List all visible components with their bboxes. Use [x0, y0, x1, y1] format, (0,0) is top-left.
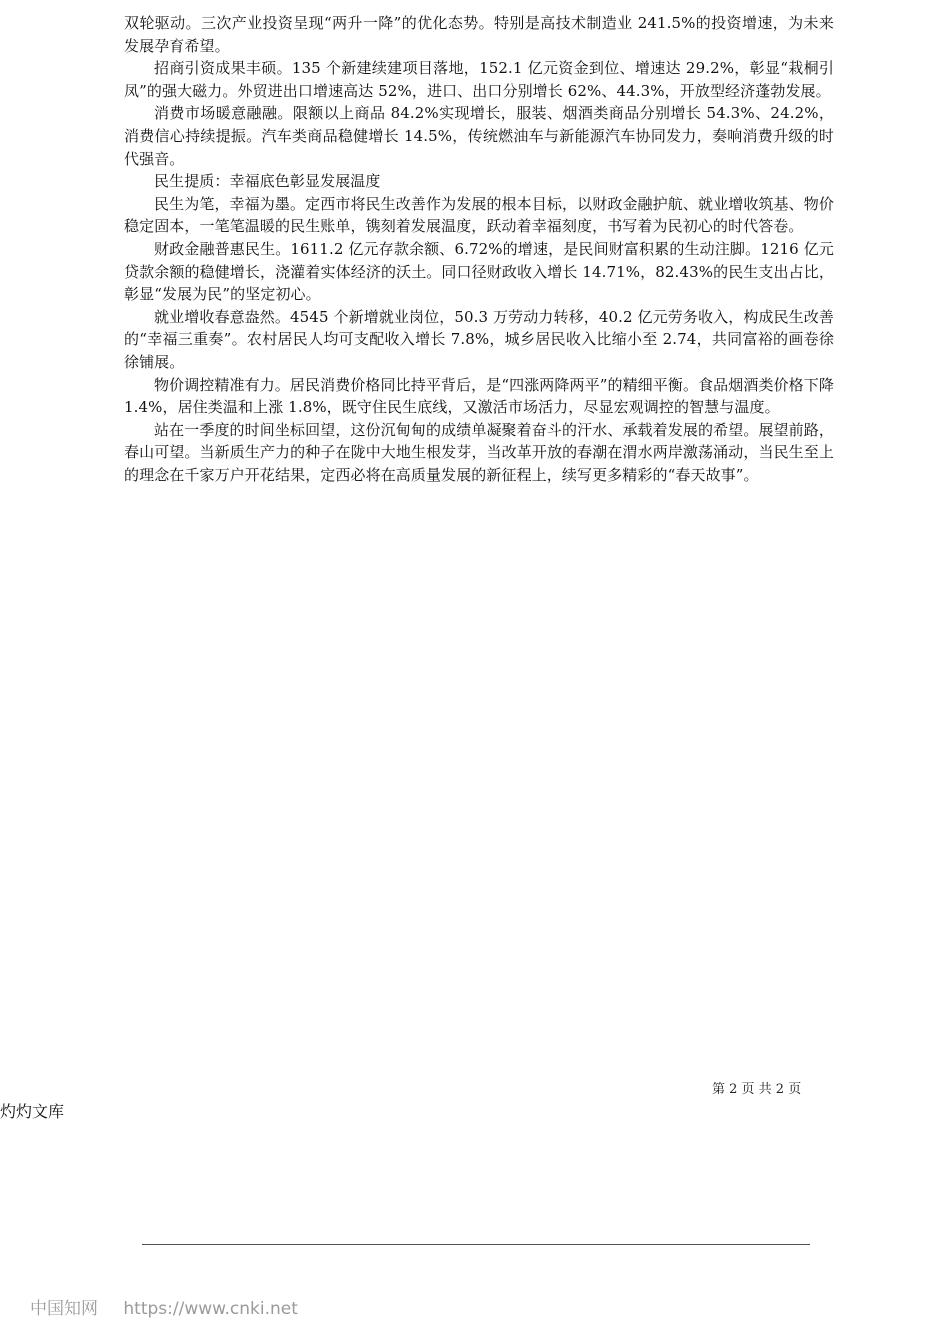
watermark-text: 灼灼文库 [0, 1102, 65, 1121]
paragraph: 站在一季度的时间坐标回望，这份沉甸甸的成绩单凝聚着奋斗的汗水、承载着发展的希望。展望前路，春山可望。当新质生产力的种子在陇中大地生根发芽，当改革开放的春潮在渭水两岸激荡涌动，当民生至上的理念在千家万户开花结果，定西必将在高质量发展的新征程上，续写更多精彩的“春天故事”。 [124, 420, 834, 484]
paragraph: 消费市场暖意融融。限额以上商品 84.2%实现增长，服装、烟酒类商品分别增长 54.3%、24.2%，消费信心持续提振。汽车类商品稳健增长 14.5%，传统燃油车与新能源汽车协同发力，奏响消费升级的时代强音。 [124, 104, 834, 168]
source-link[interactable]: https://www.cnki.net [123, 1299, 298, 1319]
source-name: 中国知网 [30, 1299, 98, 1319]
paragraph: 就业增收春意盎然。4545 个新增就业岗位，50.3 万劳动力转移，40.2 亿元劳务收入，构成民生改善的“幸福三重奏”。农村居民人均可支配收入增长 7.8%，城乡居民收入比缩小至 2.74，共同富裕的画卷徐徐铺展。 [124, 307, 834, 371]
paragraph: 物价调控精准有力。居民消费价格同比持平背后，是“四涨两降两平”的精细平衡。食品烟酒类价格下降 1.4%，居住类温和上涨 1.8%，既守住民生底线，又激活市场活力，尽显宏观调控的智慧与温度。 [124, 375, 834, 417]
page-number: 第 2 页 共 2 页 [712, 1082, 802, 1097]
article-body [124, 12, 834, 486]
paragraph: 财政金融普惠民生。1611.2 亿元存款余额、6.72%的增速，是民间财富积累的生动注脚。1216 亿元贷款余额的稳健增长，浇灌着实体经济的沃土。同口径财政收入增长 14.71%，82.43%的民生支出占比，彰显“发展为民”的坚定初心。 [124, 239, 834, 304]
paragraph: 双轮驱动。三次产业投资呈现“两升一降”的优化态势。特别是高技术制造业 241.5%的投资增速，为未来发展孕育希望。 [124, 14, 834, 55]
section-heading: 民生提质：幸福底色彰显发展温度 [154, 172, 381, 191]
source-bar [30, 1294, 298, 1319]
footer-divider [142, 1244, 810, 1245]
paragraph: 招商引资成果丰硕。135 个新建续建项目落地，152.1 亿元资金到位、增速达 29.2%，彰显“栽桐引凤”的强大磁力。外贸进出口增速高达 52%，进口、出口分别增长 62%、44.3%，开放型经济蓬勃发展。 [124, 59, 834, 100]
paragraph: 民生为笔，幸福为墨。定西市将民生改善作为发展的根本目标，以财政金融护航、就业增收筑基、物价稳定固本，一笔笔温暖的民生账单，镌刻着发展温度，跃动着幸福刻度，书写着为民初心的时代答卷。 [124, 194, 834, 236]
